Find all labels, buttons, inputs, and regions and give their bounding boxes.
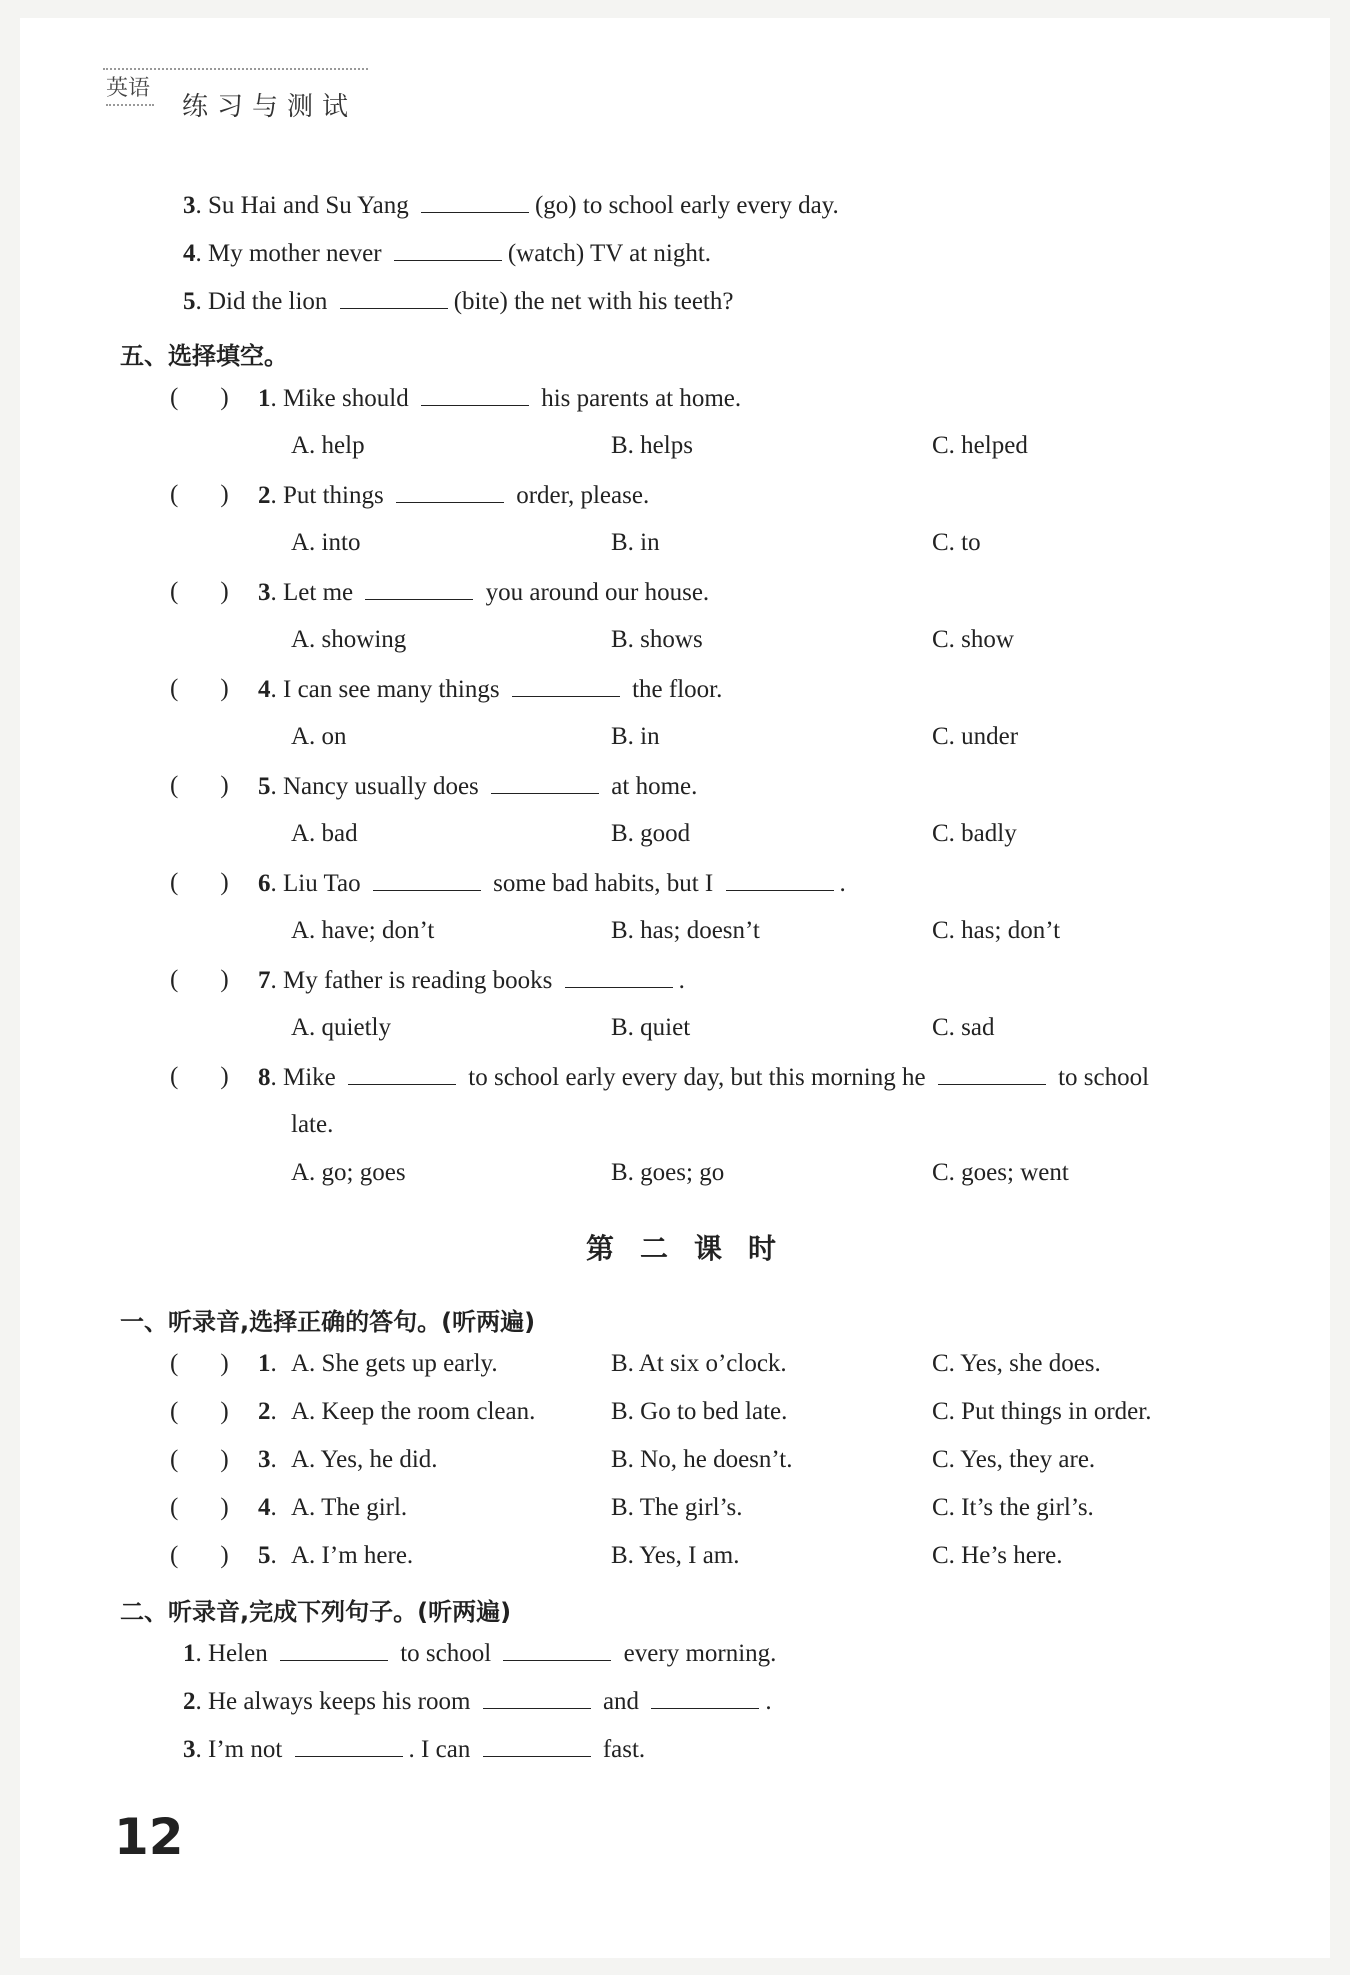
option-a[interactable]: A. help: [291, 432, 365, 459]
question: 4. I can see many things the floor.: [258, 676, 723, 703]
option-c[interactable]: C. Put things in order.: [932, 1398, 1152, 1425]
option-b[interactable]: B. At six o’clock.: [611, 1350, 787, 1377]
option-b[interactable]: B. goes; go: [611, 1159, 725, 1186]
question: 6. Liu Tao some bad habits, but I .: [258, 870, 846, 897]
fill-item: 5. Did the lion (bite) the net with his teeth?: [183, 288, 734, 315]
option-a[interactable]: A. She gets up early.: [291, 1350, 498, 1377]
answer-paren[interactable]: ( ): [170, 1494, 229, 1521]
option-a[interactable]: A. Yes, he did.: [291, 1446, 438, 1473]
fill-item: 1. Helen to school every morning.: [183, 1640, 777, 1667]
option-b[interactable]: B. Go to bed late.: [611, 1398, 788, 1425]
header-subject: 英语: [106, 71, 154, 106]
option-a[interactable]: A. have; don’t: [291, 917, 435, 944]
answer-blank[interactable]: [651, 1686, 759, 1709]
option-c[interactable]: C. badly: [932, 820, 1017, 847]
answer-blank[interactable]: [373, 868, 481, 891]
page-number: 12: [114, 1808, 184, 1866]
option-c[interactable]: C. sad: [932, 1014, 995, 1041]
option-b[interactable]: B. good: [611, 820, 691, 847]
fill-item: 2. He always keeps his room and .: [183, 1688, 772, 1715]
section-title: 一、听录音,选择正确的答句。(听两遍): [120, 1308, 536, 1336]
answer-blank[interactable]: [503, 1638, 611, 1661]
answer-paren[interactable]: ( ): [170, 966, 229, 993]
option-a[interactable]: A. bad: [291, 820, 358, 847]
answer-paren[interactable]: ( ): [170, 869, 229, 896]
option-b[interactable]: B. The girl’s.: [611, 1494, 743, 1521]
answer-paren[interactable]: ( ): [170, 1063, 229, 1090]
option-b[interactable]: B. in: [611, 723, 660, 750]
option-a[interactable]: A. on: [291, 723, 347, 750]
option-c[interactable]: C. He’s here.: [932, 1542, 1063, 1569]
option-c[interactable]: C. has; don’t: [932, 917, 1061, 944]
answer-blank[interactable]: [483, 1734, 591, 1757]
fill-item: 4. My mother never (watch) TV at night.: [183, 240, 712, 267]
answer-blank[interactable]: [512, 674, 620, 697]
answer-blank[interactable]: [365, 577, 473, 600]
answer-paren[interactable]: ( ): [170, 1398, 229, 1425]
answer-blank[interactable]: [565, 965, 673, 988]
answer-blank[interactable]: [394, 238, 502, 261]
option-a[interactable]: A. The girl.: [291, 1494, 408, 1521]
option-a[interactable]: A. I’m here.: [291, 1542, 414, 1569]
option-b[interactable]: B. No, he doesn’t.: [611, 1446, 793, 1473]
option-c[interactable]: C. goes; went: [932, 1159, 1069, 1186]
option-b[interactable]: B. in: [611, 529, 660, 556]
answer-paren[interactable]: ( ): [170, 772, 229, 799]
question: 5. Nancy usually does at home.: [258, 773, 698, 800]
answer-paren[interactable]: ( ): [170, 481, 229, 508]
answer-paren[interactable]: ( ): [170, 1542, 229, 1569]
answer-blank[interactable]: [726, 868, 834, 891]
question: 3. Let me you around our house.: [258, 579, 710, 606]
option-b[interactable]: B. quiet: [611, 1014, 691, 1041]
answer-blank[interactable]: [938, 1062, 1046, 1085]
question: 7. My father is reading books .: [258, 967, 685, 994]
answer-paren[interactable]: ( ): [170, 1350, 229, 1377]
option-c[interactable]: C. Yes, she does.: [932, 1350, 1101, 1377]
option-b[interactable]: B. Yes, I am.: [611, 1542, 740, 1569]
question-number: 5.: [258, 1542, 277, 1569]
question: 2. Put things order, please.: [258, 482, 650, 509]
option-a[interactable]: A. quietly: [291, 1014, 391, 1041]
answer-blank[interactable]: [295, 1734, 403, 1757]
fill-item: 3. I’m not . I can fast.: [183, 1736, 646, 1763]
option-a[interactable]: A. into: [291, 529, 361, 556]
answer-paren[interactable]: ( ): [170, 384, 229, 411]
answer-blank[interactable]: [421, 190, 529, 213]
option-a[interactable]: A. Keep the room clean.: [291, 1398, 536, 1425]
header-rule: [103, 68, 368, 70]
fill-item: 3. Su Hai and Su Yang (go) to school early every day.: [183, 192, 839, 219]
answer-blank[interactable]: [396, 480, 504, 503]
answer-paren[interactable]: ( ): [170, 1446, 229, 1473]
answer-blank[interactable]: [280, 1638, 388, 1661]
option-c[interactable]: C. under: [932, 723, 1019, 750]
section-title: 五、选择填空。: [120, 342, 288, 370]
question-number: 3.: [258, 1446, 277, 1473]
answer-blank[interactable]: [421, 383, 529, 406]
option-b[interactable]: B. helps: [611, 432, 693, 459]
section-title: 二、听录音,完成下列句子。(听两遍): [120, 1598, 512, 1626]
question-continuation: late.: [291, 1111, 334, 1138]
option-c[interactable]: C. Yes, they are.: [932, 1446, 1096, 1473]
answer-blank[interactable]: [340, 286, 448, 309]
option-b[interactable]: B. has; doesn’t: [611, 917, 760, 944]
option-a[interactable]: A. showing: [291, 626, 407, 653]
answer-blank[interactable]: [348, 1062, 456, 1085]
question-number: 2.: [258, 1398, 277, 1425]
option-c[interactable]: C. It’s the girl’s.: [932, 1494, 1094, 1521]
header-title: 练习与测试: [182, 92, 358, 122]
answer-paren[interactable]: ( ): [170, 675, 229, 702]
question: 8. Mike to school early every day, but this morning he to school: [258, 1064, 1150, 1091]
question-number: 4.: [258, 1494, 277, 1521]
answer-blank[interactable]: [491, 771, 599, 794]
lesson-title: 第二课时: [586, 1232, 803, 1265]
option-c[interactable]: C. show: [932, 626, 1014, 653]
question: 1. Mike should his parents at home.: [258, 385, 742, 412]
answer-paren[interactable]: ( ): [170, 578, 229, 605]
option-b[interactable]: B. shows: [611, 626, 703, 653]
question-number: 1.: [258, 1350, 277, 1377]
option-c[interactable]: C. to: [932, 529, 981, 556]
answer-blank[interactable]: [483, 1686, 591, 1709]
option-c[interactable]: C. helped: [932, 432, 1028, 459]
option-a[interactable]: A. go; goes: [291, 1159, 406, 1186]
